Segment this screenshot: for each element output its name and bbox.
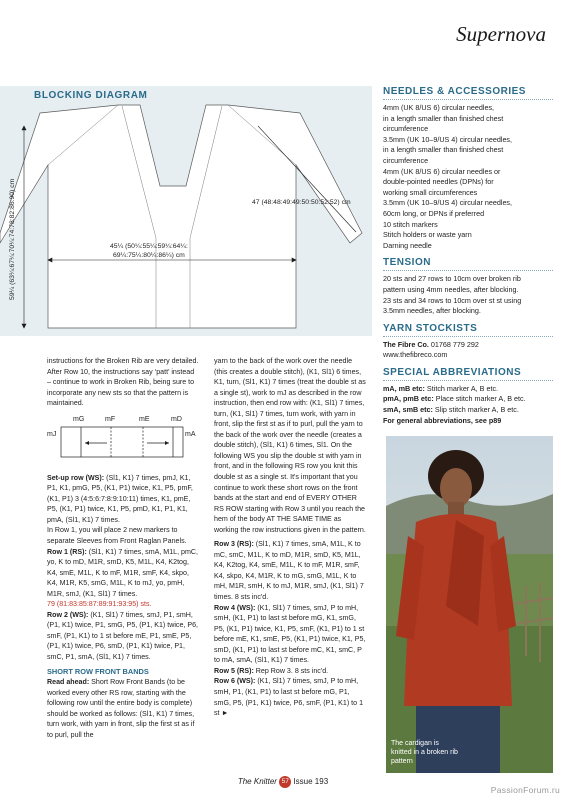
abbreviations-list: mA, mB etc: Stitch marker A, B etc. pmA, pmB etc: Place stitch marker A, B etc. smA, smB etc: Slip stitch marker A, B etc. For general abbreviations, see p89 [383,383,526,425]
page-number: 57 [279,776,291,788]
magazine-name: The Knitter [237,777,277,787]
stockists-text: The Fibre Co. 01768 779 292 www.thefibreco.com [383,340,553,361]
svg-text:mD: mD [171,415,182,423]
needles-list: 4mm (UK 8/US 6) circular needles, in a length smaller than finished chest circumference 3.5mm (UK 10–9/US 4) circular needles, in a length smaller than finished chest circumference 4mm (UK 8/US 6) circular needles or double-pointed needles (DPNs) for working small circumferences 3.5mm (UK 10–9/US 4) circular needles, 60cm long, or DPNs if preferred 10 stitch markers Stitch holders or waste yarn Darning needle [383,103,513,250]
diagram-heading: BLOCKING DIAGRAM [34,90,148,101]
sleeve-label: 47 (48:48:49:49:50:50:52:52) cm [252,199,351,206]
photo-caption: The cardigan is knitted in a broken rib pattern [391,740,458,765]
width-label-2: 69¼:75¼:80¼:86¼) cm [113,252,185,259]
length-label: 59¼ (63¼:67¼:70¼:74:78:82:86:90) cm [9,178,16,300]
instructions-column-1: instructions for the Broken Rib are very detailed. After Row 10, the instructions say ‘patt’ instead – continue to work in Broken Rib, being sure to incorporate any new sts so that the pattern is maintained. mG mF mE mD mJ mA Set-up row (WS): (Sl1, K1) 7 times, pmJ, K1, P1, K1, pmG, P5, (K1, P1) twice, K1, P5, pmF, (K1, P1) 3 (4:5:6:7:8:9:10:11) times, K1, pmE, P5, (K1, P1) twice, K1, P5, pmD, K1, P1, K1, pmA, (Sl1, K1) 7 times. In Row 1, you will place 2 new markers to separate Sleeves from Front Raglan Panels. Row 1 (RS): (Sl1, K1) 7 times, smA, M1L, pmC, yo, K to mD, M1R, smD, K5, M1L, K4, K2tog, K4, smE, M1L, K to mF, M1R, smF, K4, skpo, K4, M1R, K5, smG, M1L, K to mJ, yo, pmH, M1R, smJ, (K1, Sl1) 7 times. 79 (81:83:85:87:89:91:93:95) sts. Row 2 (WS): (K1, Sl1) 7 times, smJ, P1, smH, (P1, K1) twice, P1, smG, P5, (P1, K1) twice, P6, smF, (P1, K1) to 1 st before mE, P1, smE, P5, (P1, K1) twice, P6, smD, (P1, K1) twice, P1, smC, P1, smA, (Sl1, K1) 7 times. SHORT ROW FRONT BANDS Read ahead: Short Row Front Bands (to be worked every other RS row, starting with the following row until the entire body is complete) should be worked as follows: (Sl1, K1) 7 times, turn work, with yarn in front, slip the first st as if to purl, pull the [47,357,199,739]
right-column [383,86,553,426]
cardigan-schematic [0,86,372,336]
needles-heading: NEEDLES & ACCESSORIES [383,86,526,97]
abbreviations-heading: SPECIAL ABBREVIATIONS [383,366,522,378]
issue-number: Issue 193 [293,777,329,787]
model-illustration [386,436,553,773]
instructions-column-2: yarn to the back of the work over the needle (this creates a double stitch), (K1, Sl1) 6 times, K1, turn, (Sl1, K1) 7 times (treat the double st as a single st), work to mJ as described in the row instruction, then end row with: (K1, Sl1) 7 times, turn, (K1, Sl1) 7 times, turn work, with yarn in front, slip the first st as if to purl, pull the yarn to the back of the work over the needle (creates a double stitch), (Sl1, K1) 6 times, Sl1. On the following WS you slip the double st with yarn in front, and in the following RS row you knit this double st as a single st. It's important that you continue to work these short rows on the front bands at the start and end of EVERY OTHER RS ROW starting with Row 3 until you reach the hem of the body AT THE SAME TIME as working the row instructions given in the pattern. Row 3 (RS): (Sl1, K1) 7 times, smA, M1L, K to mC, smC, M1L, K to mD, M1R, smD, K5, M1L, K4, K2tog, K4, smE, M1L, K to mF, M1R, smF, K4, skpo, K4, M1R, K to mG, smG, M1L, K to mH, M1R, smH, K to mJ, M1R, smJ, (K1, Sl1) 7 times. 8 sts inc'd. Row 4 (WS): (K1, Sl1) 7 times, smJ, P to mH, smH, (K1, P1) to last st before mG, K1, smG, P5, (K1, P1) twice, K1, P5, smF, (K1, P1) to 1 st before mE, K1, smE, P5, (K1, P1) twice, K1, P5, smD, (K1, P1) to last st before mC, K1, smC, P to mA, smA, (Sl1, K1) 7 times. Row 5 (RS): Rep Row 3. 8 sts inc'd. Row 6 (WS): (K1, Sl1) 7 times, smJ, P to mH, smH, P1, (K1, P1) to last st before mG, P1, smG, P5, (P1, K1) twice, P6, smF, (P1, K1) to 1 st ► [214,357,366,718]
watermark: PassionForum.ru [490,785,560,795]
blocking-diagram [0,86,372,336]
page-title: Supernova [456,22,546,46]
tension-heading: TENSION [383,257,431,269]
svg-text:mJ: mJ [47,430,57,438]
short-row-subhead: SHORT ROW FRONT BANDS [47,666,149,676]
stockists-heading: YARN STOCKISTS [383,322,478,334]
svg-text:mG: mG [73,415,85,423]
svg-text:mA: mA [185,430,196,438]
marker-diagram [47,413,200,469]
cardigan-outline [0,105,362,328]
length-arrow-top [22,126,26,130]
width-label-1: 45¼ (50¼:55¼:59¼:64¼: [110,243,188,250]
svg-text:mE: mE [139,415,150,423]
length-arrow-bottom [22,324,26,328]
model-photo [386,436,553,773]
stockist-link[interactable]: www.thefibreco.com [383,350,448,360]
page-footer [0,776,566,788]
svg-text:mF: mF [105,415,116,423]
tension-text: 20 sts and 27 rows to 10cm over broken rib pattern using 4mm needles, after blocking. 23 sts and 34 rows to 10cm over st st using 3.5mm needles, after blocking. [383,274,522,316]
